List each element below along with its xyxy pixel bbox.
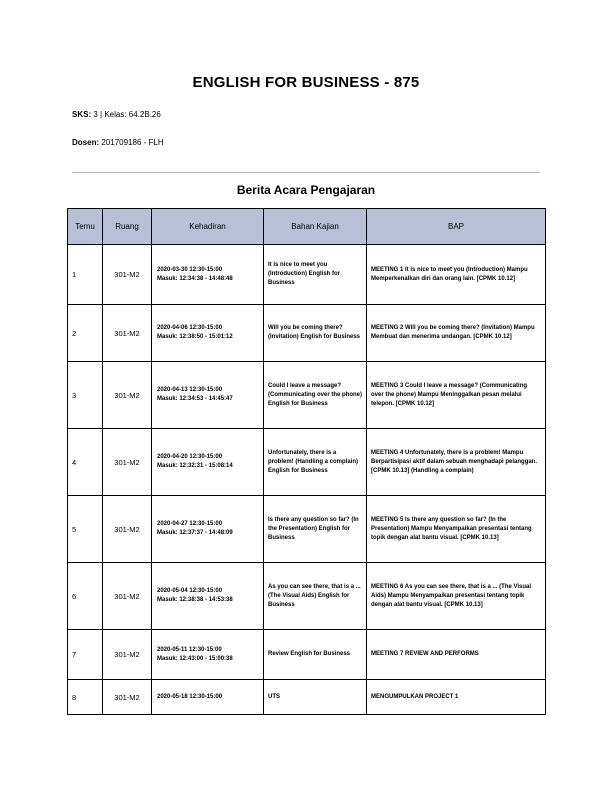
table-header-row	[68, 209, 546, 245]
cell-bap: MEETING 4 Unfortunately, there is a problem! Mampu Berpartisipasi aktif dalam sebuah menghadapi pelanggan. [CPMK 10.13] (Handling a complain)	[367, 429, 546, 496]
kehadiran-masuk: Masuk: 12:43:00 - 15:00:38	[157, 655, 233, 662]
cell-bahan-kajian: Could I leave a message? (Communicating over the phone) English for Business	[264, 362, 367, 429]
header-temu: Temu	[68, 209, 103, 245]
cell-temu: 3	[68, 362, 103, 429]
cell-bahan-kajian: Will you be coming there? (Invitation) English for Business	[264, 305, 367, 362]
header-bahan-kajian: Bahan Kajian	[264, 209, 367, 245]
table-row	[68, 429, 546, 496]
cell-kehadiran	[152, 630, 264, 680]
cell-kehadiran	[152, 496, 264, 563]
kehadiran-masuk: Masuk: 12:34:53 - 14:45:47	[157, 396, 233, 402]
dosen-value: 201709186 - FLH	[101, 138, 164, 147]
kehadiran-masuk: Masuk: 12:32:31 - 15:08:14	[157, 463, 233, 469]
dosen-line	[72, 138, 164, 147]
kehadiran-schedule: 2020-04-06 12:30-15:00	[157, 325, 223, 331]
cell-temu: 4	[68, 429, 103, 496]
kehadiran-masuk: Masuk: 12:34:38 - 14:48:48	[157, 275, 233, 282]
cell-ruang: 301-M2	[103, 305, 152, 362]
cell-bap: MEETING 3 Could I leave a message? (Communicating over the phone) Mampu Meninggalkan pesan melalui telepon. [CPMK 10.12]	[367, 362, 546, 429]
kehadiran-masuk: Masuk: 12:37:37 - 14:48:09	[157, 530, 233, 536]
kehadiran-masuk: Masuk: 12:38:50 - 15:01:12	[157, 334, 233, 340]
kehadiran-schedule: 2020-05-11 12:30-15:00	[157, 646, 222, 653]
cell-temu: 8	[68, 680, 103, 715]
cell-ruang: 301-M2	[103, 680, 152, 715]
cell-kehadiran	[152, 305, 264, 362]
cell-ruang: 301-M2	[103, 245, 152, 305]
cell-kehadiran	[152, 563, 264, 630]
kehadiran-schedule: 2020-04-13 12:30-15:00	[157, 387, 223, 393]
cell-kehadiran	[152, 362, 264, 429]
cell-bap: MEETING 1 It is nice to meet you (Introduction) Mampu Memperkenalkan diri dan orang lain. [CPMK 10.12]	[367, 245, 546, 305]
kehadiran-schedule: 2020-04-27 12:30-15:00	[157, 521, 223, 527]
header-ruang: Ruang	[103, 209, 152, 245]
cell-bap: MEETING 7 REVIEW AND PERFORMS	[367, 630, 546, 680]
cell-ruang: 301-M2	[103, 630, 152, 680]
cell-temu: 5	[68, 496, 103, 563]
table-row	[68, 305, 546, 362]
cell-bap: MENGUMPULKAN PROJECT 1	[367, 680, 546, 715]
table-row	[68, 630, 546, 680]
cell-ruang: 301-M2	[103, 496, 152, 563]
sks-label: SKS:	[72, 110, 92, 119]
cell-ruang: 301-M2	[103, 362, 152, 429]
cell-temu: 1	[68, 245, 103, 305]
cell-temu: 7	[68, 630, 103, 680]
dosen-label: Dosen:	[72, 138, 100, 147]
table-row	[68, 496, 546, 563]
table-row	[68, 563, 546, 630]
cell-bahan-kajian: Review English for Business	[264, 630, 367, 680]
cell-bahan-kajian: It is nice to meet you (Introduction) English for Business	[264, 245, 367, 305]
divider	[72, 172, 540, 173]
header-kehadiran: Kehadiran	[152, 209, 264, 245]
kehadiran-schedule: 2020-05-18 12:30-15:00	[157, 693, 223, 700]
cell-bap: MEETING 2 Will you be coming there? (Invitation) Mampu Membuat dan menerima undangan. [CPMK 10.12]	[367, 305, 546, 362]
cell-kehadiran	[152, 429, 264, 496]
kehadiran-schedule: 2020-05-04 12:30-15:00	[157, 588, 223, 594]
section-title: Berita Acara Pengajaran	[236, 183, 376, 197]
sks-kelas-line	[72, 110, 161, 119]
cell-bahan-kajian: Unfortunately, there is a problem! (Handling a complain) English for Business	[264, 429, 367, 496]
cell-bahan-kajian: UTS	[264, 680, 367, 715]
kehadiran-schedule: 2020-04-20 12:30-15:00	[157, 454, 223, 460]
table-row	[68, 680, 546, 715]
cell-kehadiran	[152, 245, 264, 305]
cell-kehadiran	[152, 680, 264, 715]
cell-ruang: 301-M2	[103, 429, 152, 496]
document-title: ENGLISH FOR BUSINESS - 875	[192, 74, 420, 91]
cell-bap: MEETING 5 Is there any question so far? (In the Presentation) Mampu Menyampaikan presentasi tentang topik dengan alat bantu visual. [CPMK 10.13]	[367, 496, 546, 563]
cell-bahan-kajian: Is there any question so far? (In the Presentation) English for Business	[264, 496, 367, 563]
cell-ruang: 301-M2	[103, 563, 152, 630]
kehadiran-schedule: 2020-03-30 12:30-15:00	[157, 266, 223, 273]
table-row	[68, 245, 546, 305]
cell-bahan-kajian: As you can see there, that is a ... (The Visual Aids) English for Business	[264, 563, 367, 630]
table-row	[68, 362, 546, 429]
header-bap: BAP	[367, 209, 546, 245]
sks-value: 3 | Kelas: 64.2B.26	[93, 110, 161, 119]
cell-temu: 6	[68, 563, 103, 630]
cell-bap: MEETING 6 As you can see there, that is a ... (The Visual Aids) Mampu Menyampaikan presentasi tentang topik dengan alat bantu visual. [CPMK 10.13]	[367, 563, 546, 630]
bap-table	[67, 208, 546, 715]
cell-temu: 2	[68, 305, 103, 362]
kehadiran-masuk: Masuk: 12:38:38 - 14:53:38	[157, 597, 233, 603]
